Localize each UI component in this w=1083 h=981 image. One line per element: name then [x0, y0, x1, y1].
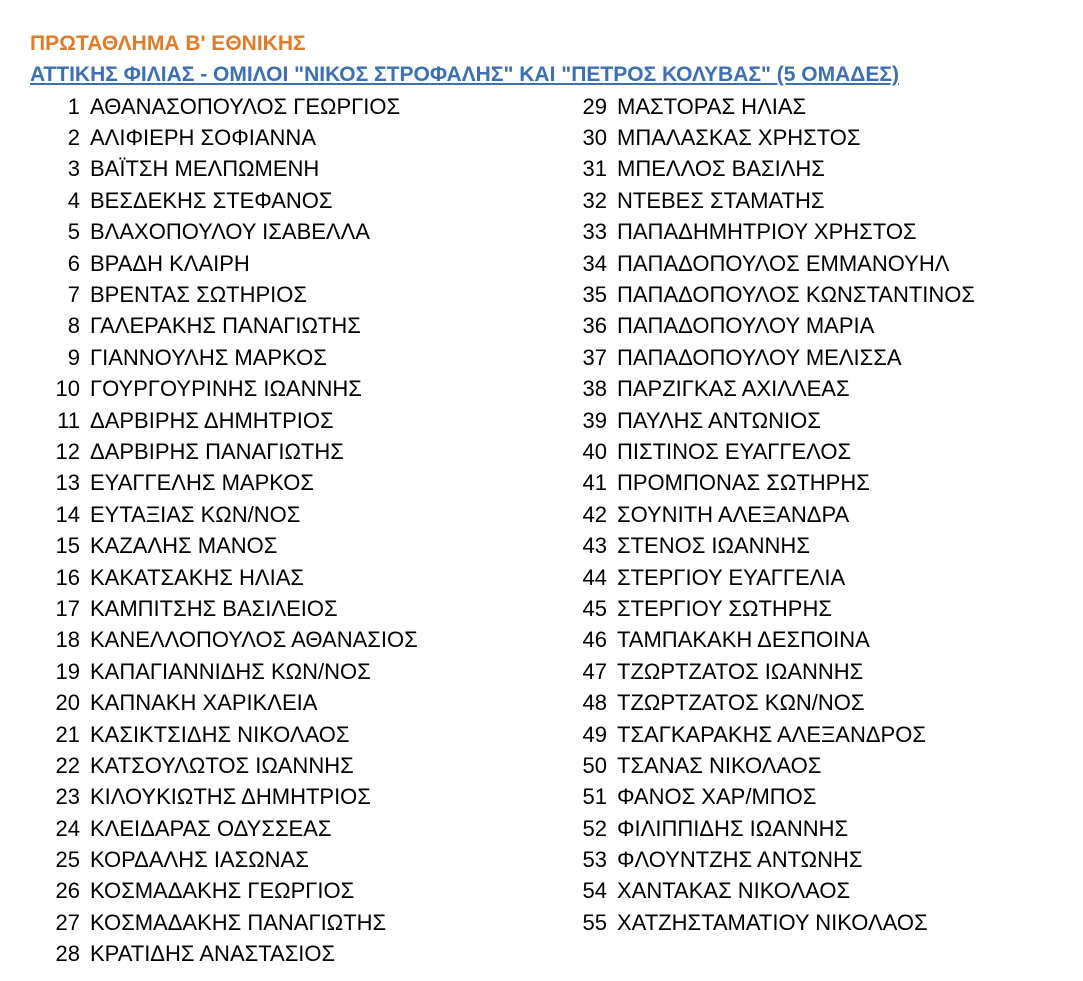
player-name: ΒΕΣΔΕΚΗΣ ΣΤΕΦΑΝΟΣ — [90, 187, 333, 213]
player-number: 49 — [582, 721, 607, 747]
list-item — [567, 185, 975, 216]
player-name: ΠΑΠΑΔΟΠΟΥΛΟΥ ΜΑΡΙΑ — [617, 313, 875, 339]
player-number: 20 — [55, 690, 80, 716]
player-number: 2 — [67, 125, 80, 151]
player-number: 31 — [582, 156, 607, 182]
list-item — [567, 499, 975, 530]
player-number: 3 — [67, 156, 80, 182]
player-number: 11 — [57, 407, 80, 433]
list-item — [40, 939, 418, 970]
player-name: ΣΤΕΡΓΙΟΥ ΕΥΑΓΓΕΛΙΑ — [617, 564, 846, 590]
player-name: ΚΑΠΝΑΚΗ ΧΑΡΙΚΛΕΙΑ — [90, 690, 318, 716]
player-name: ΤΣΑΝΑΣ ΝΙΚΟΛΑΟΣ — [617, 752, 822, 778]
list-item — [567, 782, 975, 813]
list-item — [567, 279, 975, 310]
list-item — [40, 687, 418, 718]
list-item — [40, 844, 418, 875]
page-title: ΠΡΩΤΑΘΛΗΜΑ Β' ΕΘΝΙΚΗΣ — [30, 32, 306, 55]
list-item — [40, 813, 418, 844]
player-name: ΚΑΝΕΛΛΟΠΟΥΛΟΣ ΑΘΑΝΑΣΙΟΣ — [90, 627, 418, 653]
player-name: ΚΑΜΠΙΤΣΗΣ ΒΑΣΙΛΕΙΟΣ — [90, 595, 338, 621]
player-name: ΠΡΟΜΠΟΝΑΣ ΣΩΤΗΡΗΣ — [617, 470, 870, 496]
player-number: 34 — [582, 250, 607, 276]
player-name: ΕΥΤΑΞΙΑΣ ΚΩΝ/ΝΟΣ — [90, 501, 301, 527]
player-list-left — [40, 91, 418, 970]
list-item — [40, 719, 418, 750]
player-name: ΧΑΝΤΑΚΑΣ ΝΙΚΟΛΑΟΣ — [617, 878, 851, 904]
list-item — [567, 625, 975, 656]
player-number: 43 — [582, 533, 607, 559]
player-name: ΠΑΡΖΙΓΚΑΣ ΑΧΙΛΛΕΑΣ — [617, 376, 850, 402]
player-name: ΒΡΕΝΤΑΣ ΣΩΤΗΡΙΟΣ — [90, 282, 307, 308]
player-name: ΝΤΕΒΕΣ ΣΤΑΜΑΤΗΣ — [617, 187, 825, 213]
player-name: ΚΟΣΜΑΔΑΚΗΣ ΠΑΝΑΓΙΩΤΗΣ — [90, 909, 387, 935]
player-name: ΦΛΟΥΝΤΖΗΣ ΑΝΤΩΝΗΣ — [617, 847, 863, 873]
list-item — [40, 405, 418, 436]
player-name: ΑΛΙΦΙΕΡΗ ΣΟΦΙΑΝΝΑ — [90, 125, 316, 151]
player-number: 16 — [55, 564, 80, 590]
player-number: 17 — [55, 595, 80, 621]
list-item — [567, 844, 975, 875]
player-name: ΣΤΕΡΓΙΟΥ ΣΩΤΗΡΗΣ — [617, 595, 832, 621]
player-name: ΤΖΩΡΤΖΑΤΟΣ ΚΩΝ/ΝΟΣ — [617, 690, 865, 716]
player-number: 37 — [582, 344, 607, 370]
player-name: ΠΑΠΑΔΟΠΟΥΛΟΣ ΕΜΜΑΝΟΥΗΛ — [617, 250, 950, 276]
list-item — [567, 876, 975, 907]
player-number: 8 — [67, 313, 80, 339]
player-number: 25 — [55, 847, 80, 873]
player-number: 36 — [582, 313, 607, 339]
list-item — [40, 436, 418, 467]
player-number: 4 — [67, 187, 80, 213]
player-number: 28 — [55, 941, 80, 967]
player-name: ΑΘΑΝΑΣΟΠΟΥΛΟΣ ΓΕΩΡΓΙΟΣ — [90, 93, 401, 119]
player-number: 30 — [582, 125, 607, 151]
list-item — [567, 750, 975, 781]
list-item — [40, 593, 418, 624]
player-name: ΕΥΑΓΓΕΛΗΣ ΜΑΡΚΟΣ — [90, 470, 314, 496]
player-name: ΦΑΝΟΣ ΧΑΡ/ΜΠΟΣ — [617, 784, 817, 810]
player-number: 39 — [582, 407, 607, 433]
list-item — [40, 562, 418, 593]
player-number: 54 — [582, 878, 607, 904]
list-item — [567, 342, 975, 373]
player-name: ΠΑΠΑΔΟΠΟΥΛΟΥ ΜΕΛΙΣΣΑ — [617, 344, 902, 370]
player-number: 55 — [582, 909, 607, 935]
player-number: 51 — [582, 784, 607, 810]
list-item — [40, 499, 418, 530]
player-name: ΚΟΡΔΑΛΗΣ ΙΑΣΩΝΑΣ — [90, 847, 309, 873]
player-name: ΜΑΣΤΟΡΑΣ ΗΛΙΑΣ — [617, 93, 807, 119]
player-number: 50 — [582, 752, 607, 778]
list-item — [40, 311, 418, 342]
player-number: 15 — [55, 533, 80, 559]
player-number: 6 — [67, 250, 80, 276]
list-item — [567, 562, 975, 593]
player-name: ΣΤΕΝΟΣ ΙΩΑΝΝΗΣ — [617, 533, 810, 559]
list-item — [567, 217, 975, 248]
player-number: 44 — [582, 564, 607, 590]
player-name: ΚΛΕΙΔΑΡΑΣ ΟΔΥΣΣΕΑΣ — [90, 815, 332, 841]
list-item — [567, 656, 975, 687]
player-number: 21 — [55, 721, 80, 747]
list-item — [567, 374, 975, 405]
player-name: ΚΡΑΤΙΔΗΣ ΑΝΑΣΤΑΣΙΟΣ — [90, 941, 336, 967]
player-number: 52 — [582, 815, 607, 841]
player-number: 14 — [55, 501, 80, 527]
player-name: ΤΑΜΠΑΚΑΚΗ ΔΕΣΠΟΙΝΑ — [617, 627, 870, 653]
player-number: 53 — [582, 847, 607, 873]
player-number: 42 — [582, 501, 607, 527]
player-number: 41 — [582, 470, 607, 496]
player-number: 5 — [67, 219, 80, 245]
list-item — [40, 530, 418, 561]
list-item — [40, 625, 418, 656]
player-name: ΣΟΥΝΙΤΗ ΑΛΕΞΑΝΔΡΑ — [617, 501, 850, 527]
list-item — [567, 248, 975, 279]
list-item — [567, 122, 975, 153]
player-number: 12 — [55, 438, 80, 464]
player-number: 35 — [582, 282, 607, 308]
list-item — [567, 436, 975, 467]
list-item — [567, 311, 975, 342]
player-name: ΚΑΠΑΓΙΑΝΝΙΔΗΣ ΚΩΝ/ΝΟΣ — [90, 658, 371, 684]
list-item — [567, 468, 975, 499]
player-name: ΠΑΠΑΔΟΠΟΥΛΟΣ ΚΩΝΣΤΑΝΤΙΝΟΣ — [617, 282, 975, 308]
player-number: 33 — [582, 219, 607, 245]
list-item — [40, 185, 418, 216]
list-item — [567, 154, 975, 185]
list-item — [567, 907, 975, 938]
player-name: ΠΑΠΑΔΗΜΗΤΡΙΟΥ ΧΡΗΣΤΟΣ — [617, 219, 917, 245]
player-name: ΚΑΣΙΚΤΣΙΔΗΣ ΝΙΚΟΛΑΟΣ — [90, 721, 350, 747]
player-number: 19 — [55, 658, 80, 684]
player-name: ΒΡΑΔΗ ΚΛΑΙΡΗ — [90, 250, 250, 276]
page-subtitle: ΑΤΤΙΚΗΣ ΦΙΛΙΑΣ - ΟΜΙΛΟΙ "ΝΙΚΟΣ ΣΤΡΟΦΑΛΗΣ" ΚΑΙ "ΠΕΤΡΟΣ ΚΟΛΥΒΑΣ" (5 ΟΜΑΔΕΣ) — [30, 63, 899, 86]
player-name: ΠΑΥΛΗΣ ΑΝΤΩΝΙΟΣ — [617, 407, 821, 433]
player-name: ΚΑΤΣΟΥΛΩΤΟΣ ΙΩΑΝΝΗΣ — [90, 752, 354, 778]
list-item — [567, 687, 975, 718]
player-number: 22 — [55, 752, 80, 778]
player-name: ΧΑΤΖΗΣΤΑΜΑΤΙΟΥ ΝΙΚΟΛΑΟΣ — [617, 909, 928, 935]
player-number: 24 — [55, 815, 80, 841]
player-name: ΤΣΑΓΚΑΡΑΚΗΣ ΑΛΕΞΑΝΔΡΟΣ — [617, 721, 926, 747]
list-item — [40, 782, 418, 813]
player-name: ΜΠΕΛΛΟΣ ΒΑΣΙΛΗΣ — [617, 156, 825, 182]
player-name: ΜΠΑΛΑΣΚΑΣ ΧΡΗΣΤΟΣ — [617, 125, 861, 151]
player-number: 38 — [582, 376, 607, 402]
list-item — [40, 374, 418, 405]
list-item — [40, 468, 418, 499]
player-name: ΚΑΚΑΤΣΑΚΗΣ ΗΛΙΑΣ — [90, 564, 305, 590]
list-item — [40, 248, 418, 279]
player-number: 1 — [67, 93, 80, 119]
list-item — [567, 813, 975, 844]
list-item — [40, 656, 418, 687]
player-number: 40 — [582, 438, 607, 464]
player-number: 47 — [582, 658, 607, 684]
player-name: ΓΙΑΝΝΟΥΛΗΣ ΜΑΡΚΟΣ — [90, 344, 327, 370]
list-item — [40, 154, 418, 185]
list-item — [40, 279, 418, 310]
list-item — [40, 907, 418, 938]
player-name: ΒΑΪΤΣΗ ΜΕΛΠΩΜΕΝΗ — [90, 156, 320, 182]
list-item — [567, 530, 975, 561]
player-number: 46 — [582, 627, 607, 653]
player-number: 9 — [67, 344, 80, 370]
player-name: ΒΛΑΧΟΠΟΥΛΟΥ ΙΣΑΒΕΛΛΑ — [90, 219, 370, 245]
player-number: 27 — [55, 909, 80, 935]
list-item — [40, 122, 418, 153]
list-item — [567, 405, 975, 436]
player-name: ΦΙΛΙΠΠΙΔΗΣ ΙΩΑΝΝΗΣ — [617, 815, 849, 841]
player-number: 23 — [55, 784, 80, 810]
player-number: 13 — [55, 470, 80, 496]
list-item — [40, 342, 418, 373]
player-list-right — [567, 91, 975, 939]
player-name: ΔΑΡΒΙΡΗΣ ΔΗΜΗΤΡΙΟΣ — [90, 407, 334, 433]
player-name: ΤΖΩΡΤΖΑΤΟΣ ΙΩΑΝΝΗΣ — [617, 658, 864, 684]
player-number: 7 — [67, 282, 80, 308]
player-name: ΚΙΛΟΥΚΙΩΤΗΣ ΔΗΜΗΤΡΙΟΣ — [90, 784, 371, 810]
list-item — [567, 593, 975, 624]
player-number: 29 — [582, 93, 607, 119]
player-number: 32 — [582, 187, 607, 213]
player-name: ΚΟΣΜΑΔΑΚΗΣ ΓΕΩΡΓΙΟΣ — [90, 878, 355, 904]
player-number: 48 — [582, 690, 607, 716]
list-item — [40, 217, 418, 248]
list-item — [40, 876, 418, 907]
player-number: 26 — [55, 878, 80, 904]
list-item — [567, 91, 975, 122]
player-name: ΠΙΣΤΙΝΟΣ ΕΥΑΓΓΕΛΟΣ — [617, 438, 852, 464]
list-item — [567, 719, 975, 750]
player-name: ΓΟΥΡΓΟΥΡΙΝΗΣ ΙΩΑΝΝΗΣ — [90, 376, 362, 402]
player-number: 10 — [55, 376, 80, 402]
player-name: ΚΑΖΑΛΗΣ ΜΑΝΟΣ — [90, 533, 278, 559]
player-name: ΔΑΡΒΙΡΗΣ ΠΑΝΑΓΙΩΤΗΣ — [90, 438, 344, 464]
player-number: 45 — [582, 595, 607, 621]
player-name: ΓΑΛΕΡΑΚΗΣ ΠΑΝΑΓΙΩΤΗΣ — [90, 313, 361, 339]
list-item — [40, 750, 418, 781]
player-number: 18 — [55, 627, 80, 653]
list-item — [40, 91, 418, 122]
